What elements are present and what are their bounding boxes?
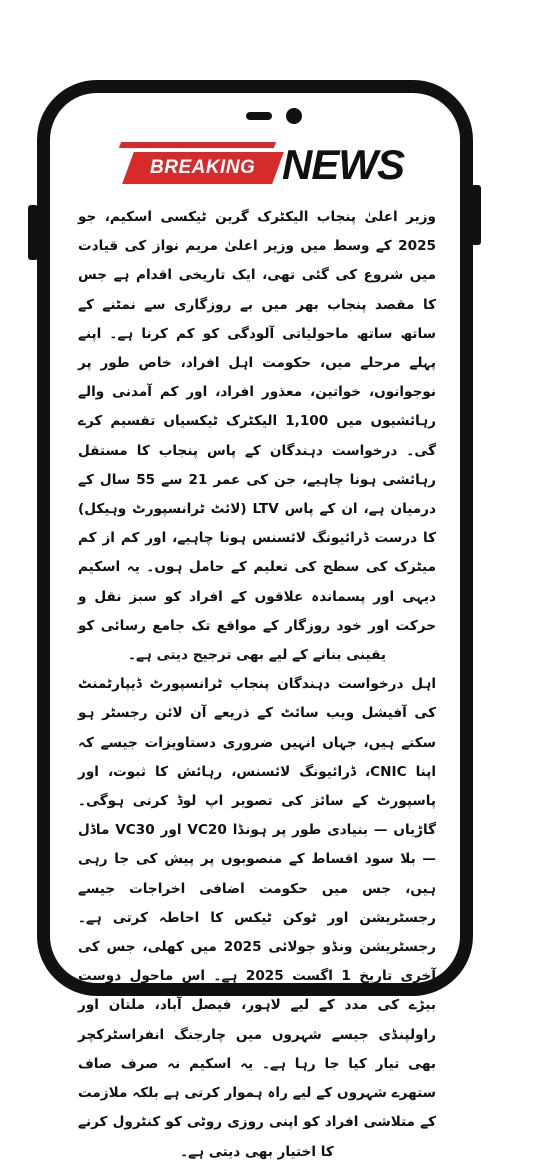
phone-speaker-icon [246,112,272,120]
breaking-label-box [122,152,284,184]
phone-camera-icon [286,108,302,124]
article-paragraph-2: اہل درخواست دہندگان پنجاب ٹرانسپورٹ ڈیپارٹمنٹ کی آفیشل ویب سائٹ کے ذریعے آن لائن رجسٹر ہو سکتے ہیں، جہاں انہیں ضروری دستاویزات جیسے کہ اپنا CNIC، ڈرائیونگ لائسنس، رہائش کا ثبوت، اور پاسپورٹ کے سائز کی تصویر اپ لوڈ کرنی ہوگی۔ گاڑیاں — بنیادی طور پر ہونڈا VC20 اور VC30 ماڈل — بلا سود اقساط کے منصوبوں پر پیش کی جا رہی ہیں، جس میں حکومت اضافی اخراجات جیسے رجسٹریشن اور ٹوکن ٹیکس کا احاطہ کرتی ہے۔ رجسٹریشن ونڈو جولائی 2025 میں کھلی، جس کی آخری تاریخ 1 اگست 2025 ہے۔ اس ماحول دوست بیڑے کی مدد کے لیے لاہور، فیصل آباد، ملتان اور راولپنڈی جیسے شہروں میں چارجنگ انفراسٹرکچر بھی تیار کیا جا رہا ہے۔ یہ اسکیم نہ صرف صاف ستھرے شہروں کے لیے راہ ہموار کرتی ہے بلکہ ملازمت کے متلاشی افراد کو اپنی روزی روٹی کو کنٹرول کرنے کا اختیار بھی دیتی ہے۔ [78,676,436,1160]
breaking-news-banner [120,141,404,188]
breaking-label: BREAKING [150,157,256,178]
article-paragraph-1: وزیر اعلیٰ پنجاب الیکٹرک گرین ٹیکسی اسکیم، جو 2025 کے وسط میں وزیر اعلیٰ مریم نواز کی قیادت میں شروع کی گئی تھی، ایک تاریخی اقدام ہے جس کا مقصد پنجاب بھر میں بے روزگاری سے نمٹنے کے ساتھ ساتھ ماحولیاتی آلودگی کو کم کرنا ہے۔ اپنے پہلے مرحلے میں، حکومت اہل افراد، خاص طور پر نوجوانوں، خواتین، معذور افراد، اور کم آمدنی والے رہائشیوں میں 1,100 الیکٹرک ٹیکسیاں تقسیم کرے گی۔ درخواست دہندگان کے پاس پنجاب کا مستقل رہائشی ہونا چاہیے، جن کی عمر 21 سے 55 سال کے درمیان ہے، ان کے پاس LTV (لائٹ ٹرانسپورٹ وہیکل) کا درست ڈرائیونگ لائسنس ہونا چاہیے، اور کم از کم میٹرک کی سطح کی تعلیم کے حامل ہوں۔ یہ اسکیم دیہی اور پسماندہ علاقوں کے افراد کو سبز نقل و حرکت اور خود روزگار کے مواقع تک جامع رسائی کو یقینی بنانے کے لیے بھی ترجیح دیتی ہے۔ [78,209,437,664]
article-body [78,203,436,1167]
breaking-accent-stripe [119,142,276,148]
news-label: NEWS [282,141,404,188]
